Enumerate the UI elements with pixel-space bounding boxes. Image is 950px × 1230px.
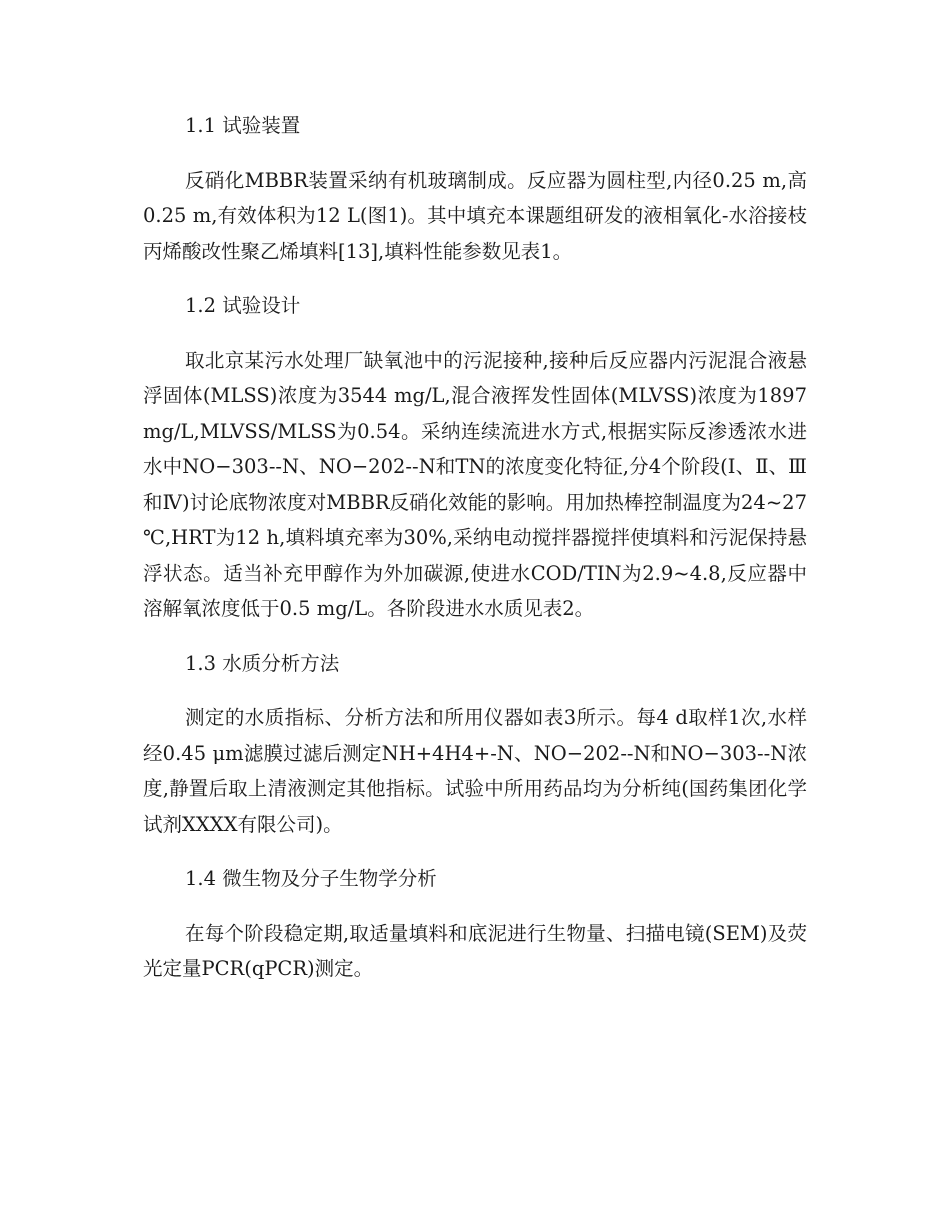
- section-heading-1-1: 1.1 试验装置: [185, 114, 301, 137]
- section-heading-1-4: 1.4 微生物及分子生物学分析: [185, 867, 437, 890]
- section-paragraph-1-1: 反硝化MBBR装置采纳有机玻璃制成。反应器为圆柱型,内径0.25 m,高0.25 m,有效体积为12 L(图1)。其中填充本课题组研发的液相氧化-水浴接枝丙烯酸改性聚乙烯填料[13],填料性能参数见表1。: [143, 168, 807, 263]
- document-body: [143, 108, 807, 1006]
- section-paragraph-1-3: 测定的水质指标、分析方法和所用仪器如表3所示。每4 d取样1次,水样经0.45 μm滤膜过滤后测定NH+4H4+-N、NO−202--N和NO−303--N浓度,静置后取上清液测定其他指标。试验中所用药品均为分析纯(国药集团化学试剂XXXX有限公司)。: [143, 706, 807, 836]
- section-heading-1-3: 1.3 水质分析方法: [185, 651, 340, 675]
- section-heading-1-2: 1.2 试验设计: [185, 294, 301, 317]
- section-paragraph-1-4: 在每个阶段稳定期,取适量填料和底泥进行生物量、扫描电镜(SEM)及荧光定量PCR(qPCR)测定。: [143, 921, 807, 980]
- section-paragraph-1-2: 取北京某污水处理厂缺氧池中的污泥接种,接种后反应器内污泥混合液悬浮固体(MLSS)浓度为3544 mg/L,混合液挥发性固体(MLVSS)浓度为1897 mg/L,MLVSS/MLSS为0.54。采纳连续流进水方式,根据实际反渗透浓水进水中NO−303--N、NO−202--N和TN的浓度变化特征,分4个阶段(Ⅰ、Ⅱ、Ⅲ和Ⅳ)讨论底物浓度对MBBR反硝化效能的影响。用加热棒控制温度为24~27 ℃,HRT为12 h,填料填充率为30%,采纳电动搅拌器搅拌使填料和污泥保持悬浮状态。适当补充甲醇作为外加碳源,使进水COD/TIN为2.9~4.8,反应器中溶解氧浓度低于0.5 mg/L。各阶段进水水质见表2。: [143, 348, 807, 620]
